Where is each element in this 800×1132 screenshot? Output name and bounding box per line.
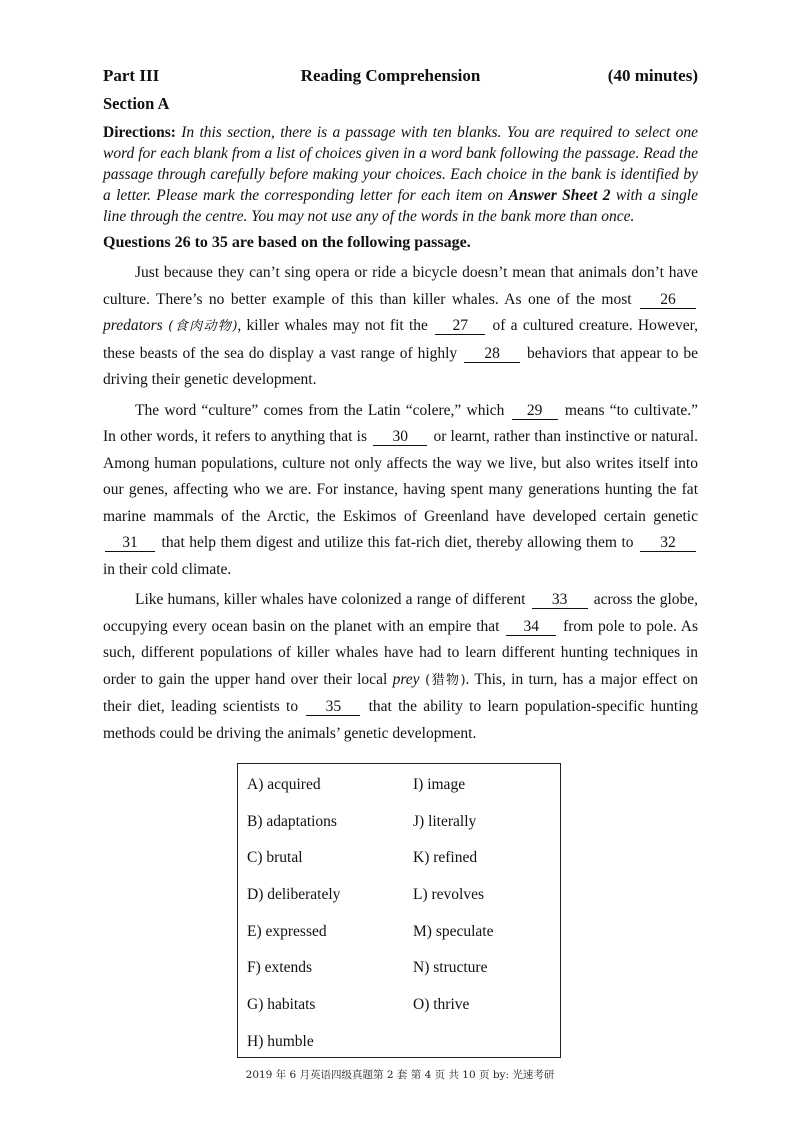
word-bank-row (247, 994, 557, 1031)
passage-paragraph-2 (103, 398, 698, 584)
p1-text-f: behaviors that appear to be driving their genetic development. (103, 344, 699, 388)
choice-o: O) thrive (413, 996, 470, 1014)
part-label: Part III (103, 66, 160, 85)
p1-text-a: Just because they can’t sing opera or ride a bicycle doesn’t mean that animals don’t have culture. There’s no better example of this than killer whales. As one of the most (103, 264, 698, 308)
part-header (103, 64, 698, 88)
word-bank (237, 763, 561, 1058)
p3-chinese-gloss: (猎物) (419, 672, 466, 688)
p2-text-d: that help them digest and utilize this fat-rich diet, thereby allowing them to (161, 534, 634, 551)
p1-text-e: of a cultured creature. However, these beasts of the sea do display a vast range of highly (103, 317, 698, 362)
blank-29[interactable]: 29 (512, 402, 558, 420)
blank-33[interactable]: 33 (532, 591, 588, 609)
p3-text-e: . This, in turn, has a major effect on their diet, leading scientists to (103, 670, 699, 715)
word-bank-row (247, 921, 557, 958)
choice-f: F) extends (247, 959, 313, 977)
p2-text-c: or learnt, rather than instinctive or natural. Among human populations, culture not only affects the way we live, but also writes itself into our genes, affecting who we are. For instance, having spent many generations hunting the fat marine mammals of the Arctic, the Eskimos of Greenland have developed certain genetic (103, 428, 699, 525)
directions-text-1: In this section, there is a passage with ten blanks. You are required to select one word for each blank from a list of choices given in a word bank following the passage. Read the passage through carefully before making your choices. Each choice in the bank is identified by a letter. Please mark the corresponding letter for each item on (103, 124, 698, 204)
choice-j: J) literally (413, 812, 477, 830)
word-bank-row (247, 774, 557, 811)
choice-d: D) deliberately (247, 886, 341, 904)
p3-text-a: Like humans, killer whales have colonized a range of different (135, 591, 526, 608)
blank-28[interactable]: 28 (464, 345, 520, 363)
choice-m: M) speculate (413, 922, 494, 940)
p2-text-b: means “to cultivate.” In other words, it refers to anything that is (103, 401, 699, 445)
word-bank-row (247, 957, 557, 994)
p2-text-a: The word “culture” comes from the Latin “colere,” which (135, 401, 505, 419)
questions-heading: Questions 26 to 35 are based on the following passage. (103, 234, 471, 251)
p2-text-e: in their cold climate. (103, 560, 232, 578)
word-bank-row (247, 884, 557, 921)
choice-k: K) refined (413, 849, 478, 867)
part-title: Reading Comprehension (300, 66, 481, 85)
blank-32[interactable]: 32 (640, 534, 696, 552)
choice-e: E) expressed (247, 922, 327, 940)
p1-chinese-gloss: (食肉动物) (162, 319, 238, 334)
p1-predators: predators (103, 317, 163, 334)
passage-paragraph-3 (103, 587, 698, 747)
blank-35[interactable]: 35 (306, 698, 360, 716)
word-bank-row (247, 847, 557, 884)
blank-31[interactable]: 31 (105, 534, 155, 552)
directions-lead: Directions: (103, 124, 176, 141)
section-label: Section A (103, 94, 170, 113)
blank-26[interactable]: 26 (640, 291, 696, 309)
blank-30[interactable]: 30 (373, 428, 427, 446)
choice-l: L) revolves (413, 886, 485, 904)
choice-i: I) image (413, 776, 466, 793)
page-footer: 2019 年 6 月英语四级真题第 2 套 第 4 页 共 10 页 by: 光速考研 (245, 1069, 555, 1081)
word-bank-grid (247, 774, 557, 1068)
choice-a: A) acquired (247, 776, 321, 793)
passage-paragraph-1 (103, 260, 698, 394)
directions (103, 122, 698, 227)
choice-empty (413, 1031, 553, 1068)
p1-text-d: , killer whales may not fit the (237, 317, 428, 334)
p3-prey: prey (392, 670, 420, 688)
p3-text-c: from pole to pole. As such, different populations of killer whales have had to learn different hunting techniques in order to gain the upper hand over their local (103, 617, 699, 688)
blank-34[interactable]: 34 (506, 618, 556, 636)
blank-27[interactable]: 27 (435, 317, 485, 335)
p3-text-b: across the globe, occupying every ocean basin on the planet with an empire that (103, 591, 699, 635)
p3-text-f: that the ability to learn population-specific hunting methods could be driving the animals’ genetic development. (103, 698, 699, 742)
choice-g: G) habitats (247, 996, 316, 1014)
time-limit: (40 minutes) (607, 66, 698, 85)
choice-c: C) brutal (247, 849, 303, 867)
exam-page (103, 64, 698, 747)
directions-text-2: with a single line through the centre. You may not use any of the words in the bank more than once. (103, 187, 698, 225)
choice-h: H) humble (247, 1032, 314, 1050)
word-bank-row (247, 1031, 557, 1068)
choice-b: B) adaptations (247, 812, 337, 830)
directions-answer-sheet: Answer Sheet 2 (508, 187, 611, 204)
choice-n: N) structure (413, 959, 488, 977)
word-bank-row (247, 811, 557, 848)
